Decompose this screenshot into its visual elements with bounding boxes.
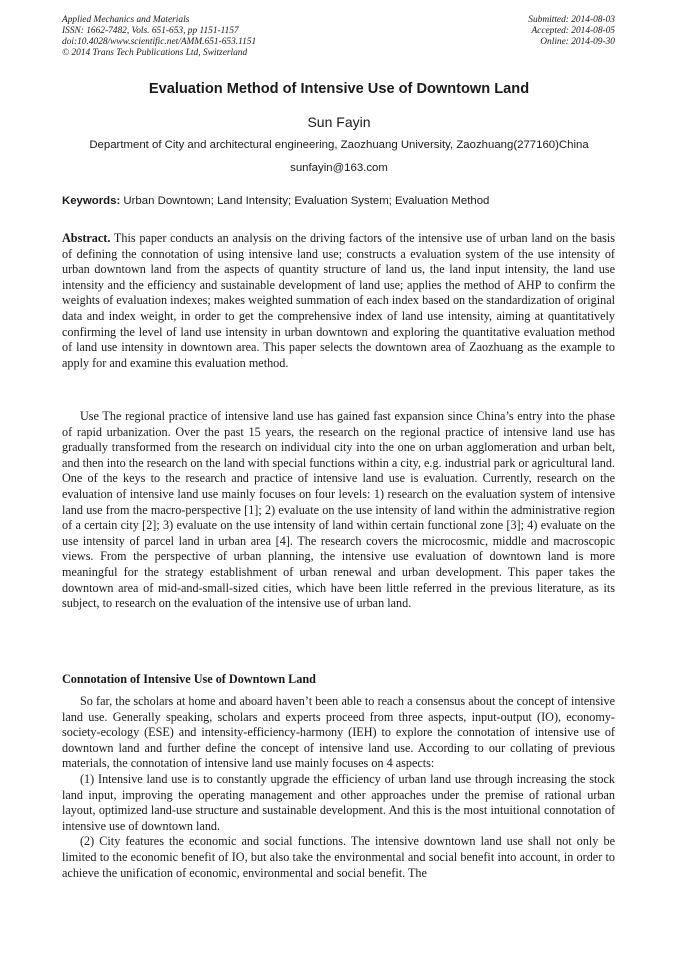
copyright-line: © 2014 Trans Tech Publications Ltd, Switzerland [62,48,248,58]
accepted-date: Accepted: 2014-08-05 [531,26,615,36]
online-date: Online: 2014-09-30 [540,37,615,47]
issn-line: ISSN: 1662-7482, Vols. 651-653, pp 1151-1157 [62,26,239,36]
section-body [62,694,615,881]
paper-title: Evaluation Method of Intensive Use of Downtown Land [148,81,530,97]
keywords [62,195,622,207]
keywords-label: Keywords: [62,195,121,207]
author-name: Sun Fayin [307,114,371,130]
submitted-date: Submitted: 2014-08-03 [528,15,615,25]
introduction-paragraph: Use The regional practice of intensive land use has gained fast expansion since China’s entry into the phase of rapid urbanization. Over the past 15 years, the research on the regional practice of intensive land use has gradually transformed from the research on individual city into the one on urban agglomeration and urban belt, and then into the research on the land with special functions within a city, e.g. industrial park or agricultural land. One of the keys to the research and practice of intensive land use is evaluation. Currently, research on the evaluation of intensive land use mainly focuses on four levels: 1) research on the evaluation system of intensive land use from the macro-perspective [1]; 2) evaluate on the use intensity of land within the administrative region of a certain city [2]; 3) evaluate on the use intensity of land within certain functional zone [3]; 4) evaluate on the use intensity of parcel land in urban area [4]. The research covers the microcosmic, middle and macroscopic views. From the perspective of urban planning, the intensive use evaluation of downtown land is more meaningful for the strategy establishment of urban renewal and urban development. This paper takes the downtown area of mid-and-small-sized cities, which have been little referred in the previous literature, as its subject, to research on the evaluation of the intensive use of urban land. [62,409,615,611]
author-email: sunfayin@163.com [290,162,388,174]
journal-header [62,15,256,59]
keywords-text: Urban Downtown; Land Intensity; Evaluation System; Evaluation Method [120,195,490,207]
abstract-label: Abstract. [62,231,111,245]
dates-header [528,15,615,48]
section-paragraph: So far, the scholars at home and aboard haven’t been able to reach a consensus about the concept of intensive land use. Generally speaking, scholars and experts proceed from three aspects, input-output (IO), economy-society-ecology (ESE) and intensity-efficiency-harmony (IEH) to explore the connotation of intensive use of downtown land and further define the concept of intensive land use. According to our collating of previous materials, the connotation of intensive land use mainly focuses on 4 aspects: [62,694,615,771]
abstract-text: This paper conducts an analysis on the driving factors of the intensive use of urban land on the basis of defining the connotation of using intensive land use; constructs a evaluation system of the use intensity of urban downtown land from the aspects of quantity structure of land us, the land input intensity, the land use intensity and the efficiency and sustainable development of land use; applies the method of AHP to confirm the weights of evaluation indexes; makes weighted summation of each index based on the standardization of original data and index weight, in order to get the comprehensive index of land use intensity, aiming at quantitatively confirming the level of land use intensity in urban downtown and exploring the quantitative evaluation method of land use intensity in downtown area. This paper selects the downtown area of Zaozhuang as the example to apply for and examine this evaluation method. [62,231,615,370]
doi-line: doi:10.4028/www.scientific.net/AMM.651-653.1151 [62,37,257,47]
journal-name: Applied Mechanics and Materials [62,15,190,25]
author-affiliation: Department of City and architectural engineering, Zaozhuang University, Zaozhuang(277160)China [89,139,589,151]
section-heading: Connotation of Intensive Use of Downtown Land [62,672,316,686]
section-paragraph: (2) City features the economic and social functions. The intensive downtown land use shall not only be limited to the economic benefit of IO, but also take the environmental and social benefit into account, in order to achieve the unification of economic, environmental and social benefit. The [62,834,615,880]
abstract [62,231,615,371]
section-paragraph: (1) Intensive land use is to constantly upgrade the efficiency of urban land use through increasing the stock land input, improving the operating management and other approaches under the premise of rational urban layout, optimized land-use structure and sustainable development. And this is the most intuitional connotation of intensive use of downtown land. [62,771,615,833]
